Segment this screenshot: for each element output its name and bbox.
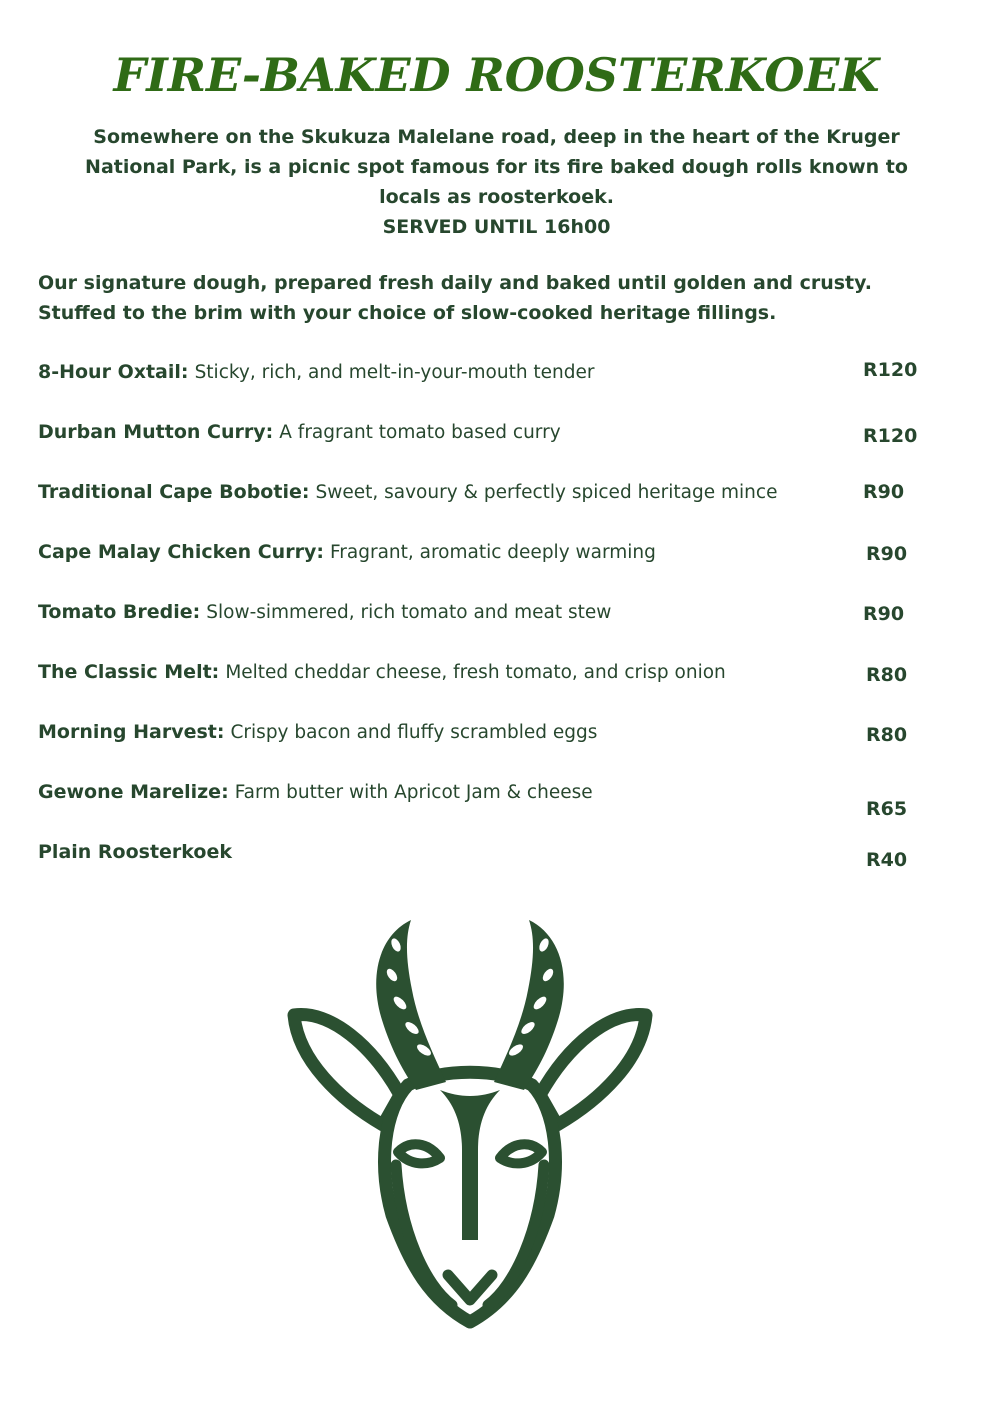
- menu-item-price: R40: [866, 849, 908, 871]
- menu-item: [38, 539, 838, 566]
- menu-item-name: Durban Mutton Curry:: [38, 421, 274, 443]
- menu-item-name: Cape Malay Chicken Curry:: [38, 541, 324, 563]
- tagline-line: Our signature dough, prepared fresh daily and baked until golden and crusty.: [38, 272, 872, 294]
- menu-item: [38, 479, 838, 506]
- menu-item: [38, 599, 838, 626]
- menu-item-name: 8-Hour Oxtail:: [38, 361, 189, 383]
- menu-item-price: R65: [866, 798, 908, 820]
- menu-item-name: Morning Harvest:: [38, 721, 225, 743]
- menu-item-description: Sweet, savoury & perfectly spiced heritage mince: [315, 482, 778, 503]
- menu-item-description: Crispy bacon and fluffy scrambled eggs: [230, 722, 598, 743]
- menu-item-price: R120: [863, 359, 918, 381]
- menu-item-description: Melted cheddar cheese, fresh tomato, and crisp onion: [225, 662, 726, 683]
- menu-item-price: R80: [866, 724, 908, 746]
- tagline-line: Stuffed to the brim with your choice of slow-cooked heritage fillings.: [38, 302, 777, 324]
- menu-item-description: A fragrant tomato based curry: [279, 422, 561, 443]
- served-until: SERVED UNTIL 16h00: [382, 216, 611, 238]
- menu-title: FIRE-BAKED ROOSTERKOEK: [113, 48, 880, 102]
- menu-item-description: Fragrant, aromatic deeply warming: [329, 542, 656, 563]
- menu-item: [38, 839, 838, 866]
- intro-line: locals as roosterkoek.: [379, 186, 614, 208]
- menu-item-name: The Classic Melt:: [38, 661, 220, 683]
- menu-item-price: R120: [863, 425, 918, 447]
- menu-item-name: Traditional Cape Bobotie:: [38, 481, 310, 503]
- intro-text: [60, 122, 933, 242]
- dough-description: [38, 268, 938, 328]
- menu-item-name: Tomato Bredie:: [38, 601, 201, 623]
- menu-item-price: R90: [866, 543, 908, 565]
- menu-item-price: R80: [866, 664, 908, 686]
- springbok-head-icon: [280, 905, 660, 1355]
- intro-line: National Park, is a picnic spot famous for its fire baked dough rolls known to: [85, 156, 908, 178]
- menu-item-description: Sticky, rich, and melt-in-your-mouth tender: [194, 362, 595, 383]
- menu-item: [38, 419, 838, 446]
- menu-item: [38, 359, 838, 386]
- menu-item-name: Gewone Marelize:: [38, 781, 229, 803]
- menu-item-description: Slow-simmered, rich tomato and meat stew: [206, 602, 612, 623]
- intro-line: Somewhere on the Skukuza Malelane road, deep in the heart of the Kruger: [93, 126, 900, 148]
- menu-item-name: Plain Roosterkoek: [38, 841, 232, 863]
- menu-item: [38, 719, 838, 746]
- menu-item-price: R90: [863, 481, 905, 503]
- menu-item-price: R90: [863, 603, 905, 625]
- menu-item-description: Farm butter with Apricot Jam & cheese: [234, 782, 593, 803]
- menu-item: [38, 659, 838, 686]
- menu-item: [38, 779, 838, 806]
